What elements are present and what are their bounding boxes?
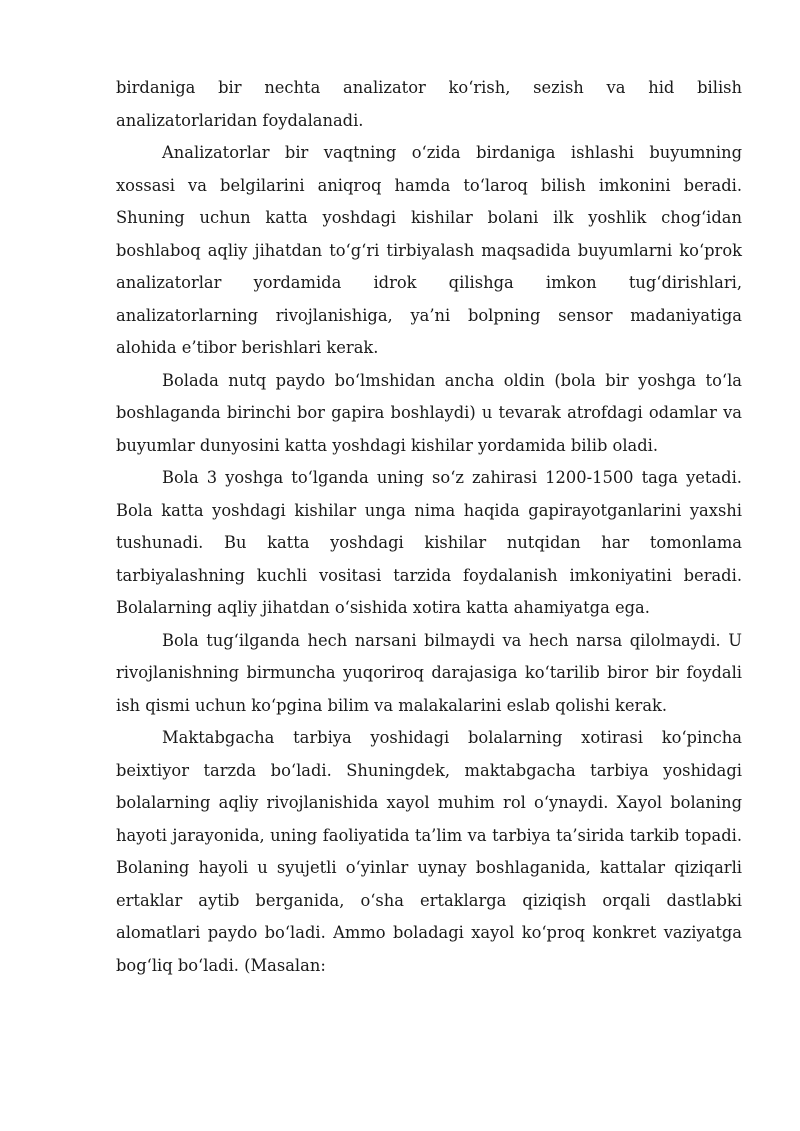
document-body xyxy=(116,72,742,982)
paragraph-1: birdaniga bir nechta analizator ko‘rish, sezish va hid bilish analizatorlaridan foydalanadi. xyxy=(116,78,742,130)
paragraph-5: Bola tug‘ilganda hech narsani bilmaydi va hech narsa qilolmaydi. U rivojlanishning birmuncha yuqoriroq darajasiga ko‘tarilib biror bir foydali ish qismi uchun ko‘pgina bilim va malakalarini eslab qolishi kerak. xyxy=(116,630,742,715)
paragraph-3: Bolada nutq paydo bo‘lmshidan ancha oldin (bola bir yoshga to‘la boshlaganda birinchi bor gapira boshlaydi) u tevarak atrofdagi odamlar va buyumlar dunyosini katta yoshdagi kishilar yordamida bilib oladi. xyxy=(116,370,742,455)
paragraph-6: Maktabgacha tarbiya yoshidagi bolalarning xotirasi ko‘pincha beixtiyor tarzda bo‘ladi. Shuningdek, maktabgacha tarbiya yoshidagi bolalarning aqliy rivojlanishida xayol muhim rol o‘ynaydi. Xayol bolaning hayoti jarayonida, uning faoliyatida ta’lim va tarbiya ta’sirida tarkib topadi. Bolaning hayoli u syujetli o‘yinlar uynay boshlaganida, kattalar qiziqarli ertaklar aytib berganida, o‘sha ertaklarga qiziqish orqali dastlabki alomatlari paydo bo‘ladi. Ammo boladagi xayol ko‘proq konkret vaziyatga bog‘liq bo‘ladi. (Masalan: xyxy=(116,728,742,975)
paragraph-2: Analizatorlar bir vaqtning o‘zida birdaniga ishlashi buyumning xossasi va belgilarini aniqroq hamda to‘laroq bilish imkonini beradi. Shuning uchun katta yoshdagi kishilar bolani ilk yoshlik chog‘idan boshlaboq aqliy jihatdan to‘g‘ri tirbiyalash maqsadida buyumlarni ko‘prok analizatorlar yordamida idrok qilishga imkon tug‘dirishlari, analizatorlarning rivojlanishiga, ya’ni bolpning sensor madaniyatiga alohida e’tibor berishlari kerak. xyxy=(116,143,742,357)
paragraph-4: Bola 3 yoshga to‘lganda uning so‘z zahirasi 1200-1500 taga yetadi. Bola katta yoshdagi kishilar unga nima haqida gapirayotganlarini yaxshi tushunadi. Bu katta yoshdagi kishilar nutqidan har tomonlama tarbiyalashning kuchli vositasi tarzida foydalanish imkoniyatini beradi. Bolalarning aqliy jihatdan o‘sishida xotira katta ahamiyatga ega. xyxy=(116,468,742,617)
